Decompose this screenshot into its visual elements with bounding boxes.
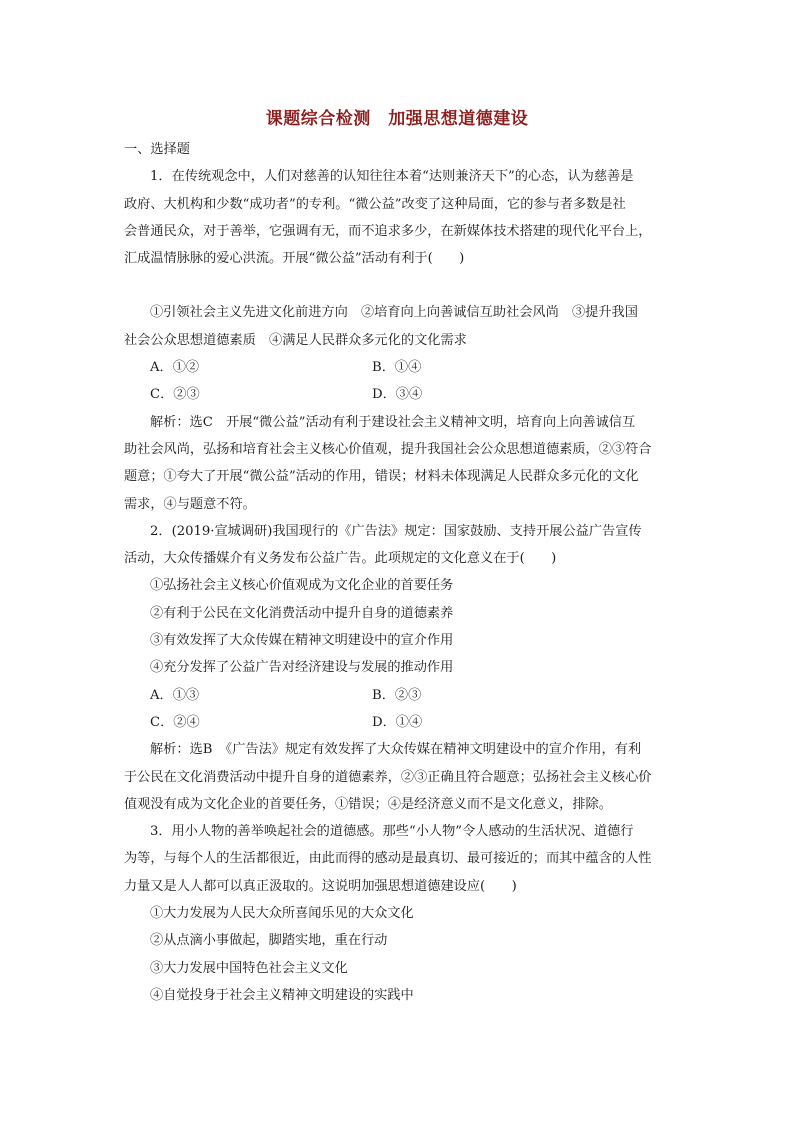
option-row <box>124 709 672 736</box>
option-b: B．②③ <box>372 687 422 703</box>
statement-line: ②有利于公民在文化消费活动中提升自身的道德素养 <box>150 605 454 621</box>
analysis-line: 助社会风尚，弘扬和培育社会主义核心价值观，提升我国社会公众思想道德素质，②③符合 <box>124 441 652 457</box>
question-stem-line: 3．用小人物的善举唤起社会的道德感。那些“小人物”令人感动的生活状况、道德行 <box>150 824 634 840</box>
content-body <box>124 136 672 1009</box>
option-row <box>124 354 672 381</box>
statement-line: ①弘扬社会主义核心价值观成为文化企业的首要任务 <box>150 578 454 594</box>
statement-line: ②从点滴小事做起，脚踏实地，重在行动 <box>150 933 388 949</box>
question-stem-line: 2．(2019·宣城调研)我国现行的《广告法》规定：国家鼓励、支持开展公益广告宣传 <box>150 523 642 539</box>
statement-line: ①大力发展为人民大众所喜闻乐见的大众文化 <box>150 906 414 922</box>
question-stem-line: 汇成温情脉脉的爱心洪流。开展“微公益”活动有利于( ) <box>124 251 465 267</box>
option-row <box>124 381 672 408</box>
question-2 <box>124 518 672 818</box>
page-title: 课题综合检测 加强思想道德建设 <box>265 109 529 129</box>
question-1 <box>124 163 672 518</box>
statement-line: 社会公众思想道德素质 ④满足人民群众多元化的文化需求 <box>124 332 467 348</box>
analysis-line: 解析：选B 《广告法》规定有效发挥了大众传媒在精神文明建设中的宣介作用，有利 <box>150 742 642 758</box>
statement-line: ③大力发展中国特色社会主义文化 <box>150 960 348 976</box>
blank-gap <box>124 272 672 299</box>
analysis-line: 解析：选C 开展“微公益”活动有利于建设社会主义精神文明，培育向上向善诚信互 <box>150 414 636 430</box>
statement-line: ④自觉投身于社会主义精神文明建设的实践中 <box>150 987 414 1003</box>
question-stem-line: 力量又是人人都可以真正汲取的。这说明加强思想道德建设应( ) <box>124 878 517 894</box>
option-c: C．②③ <box>150 387 200 403</box>
analysis-line: 题意；①夸大了开展“微公益”活动的作用，错误；材料未体现满足人民群众多元化的文化 <box>124 469 639 485</box>
analysis-line: 值观没有成为文化企业的首要任务，①错误；④是经济意义而不是文化意义，排除。 <box>124 796 612 812</box>
statement-line: ①引领社会主义先进文化前进方向 ②培育向上向善诚信互助社会风尚 ③提升我国 <box>150 305 638 321</box>
option-row <box>124 682 672 709</box>
analysis-line: 需求，④与题意不符。 <box>124 496 256 512</box>
question-stem-line: 为等，与每个人的生活都很近，由此而得的感动是最真切、最可接近的；而其中蕴含的人性 <box>124 851 652 867</box>
question-stem-line: 政府、大机构和少数“成功者”的专利。“微公益”改变了这种局面，它的参与者多数是社 <box>124 196 626 212</box>
question-stem-line: 1．在传统观念中，人们对慈善的认知往往本着“达则兼济天下”的心态，认为慈善是 <box>150 169 634 185</box>
option-a: A．①③ <box>150 687 200 703</box>
option-d: D．①④ <box>372 714 423 730</box>
analysis-line: 于公民在文化消费活动中提升自身的道德素养，②③正确且符合题意；弘扬社会主义核心价 <box>124 769 652 785</box>
option-b: B．①④ <box>372 360 422 376</box>
question-stem-line: 活动，大众传播媒介有义务发布公益广告。此项规定的文化意义在于( ) <box>124 551 557 567</box>
statement-line: ③有效发挥了大众传媒在精神文明建设中的宣介作用 <box>150 633 454 649</box>
option-c: C．②④ <box>150 714 200 730</box>
option-d: D．③④ <box>372 387 423 403</box>
section-heading: 一、选择题 <box>124 142 190 157</box>
statement-line: ④充分发挥了公益广告对经济建设与发展的推动作用 <box>150 660 454 676</box>
option-a: A．①② <box>150 360 200 376</box>
question-stem-line: 会普通民众，对于善举，它强调有无，而不追求多少，在新媒体技术搭建的现代化平台上， <box>124 223 652 239</box>
question-3 <box>124 818 672 1009</box>
